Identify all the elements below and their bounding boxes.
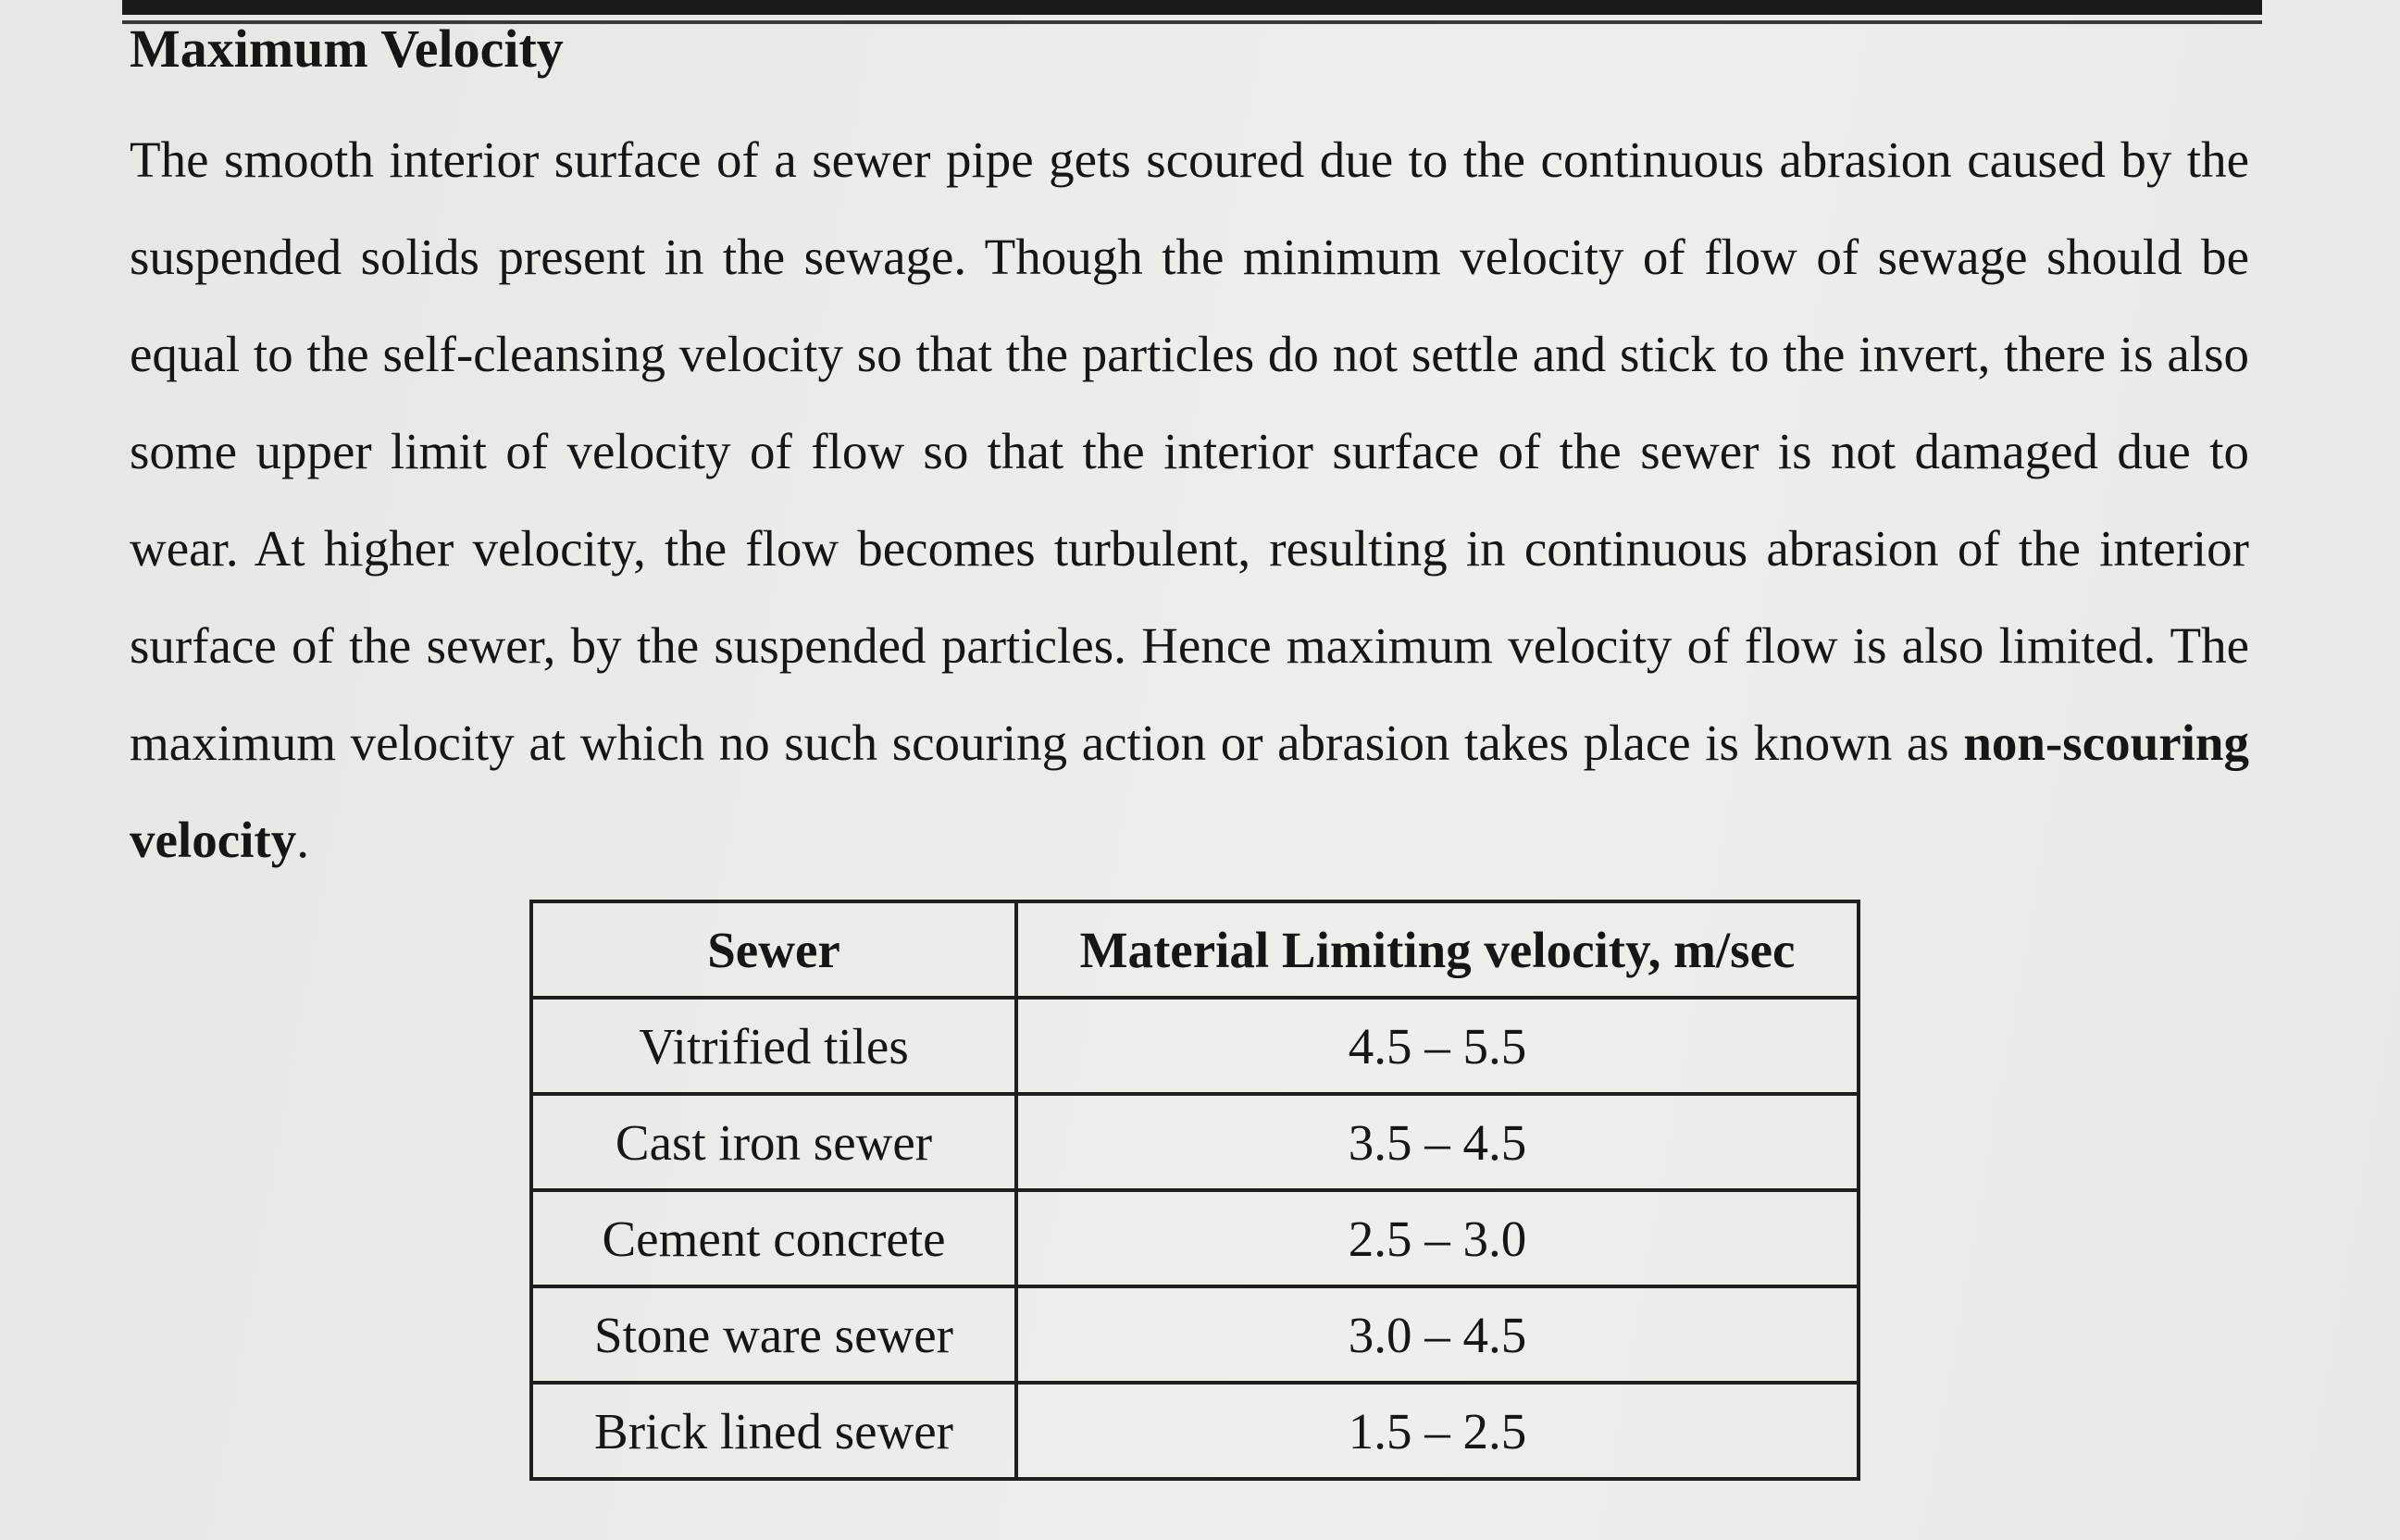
table-row <box>531 998 1859 1094</box>
cell-sewer: Cast iron sewer <box>531 1094 1016 1190</box>
table-row <box>531 1190 1859 1286</box>
cell-sewer: Stone ware sewer <box>531 1286 1016 1383</box>
table-row <box>531 1094 1859 1190</box>
cell-velocity: 4.5 – 5.5 <box>1016 998 1859 1094</box>
table-header-row <box>531 901 1859 998</box>
paragraph-text: The smooth interior surface of a sewer pipe gets scoured due to the continuous abrasion caused by the suspended solids present in the sewage. Though the minimum velocity of flow of sewage should be equal to the self-cleansing velocity so that the particles do not settle and stick to the invert, there is also some upper limit of velocity of flow so that the interior surface of the sewer is not damaged due to wear. At higher velocity, the flow becomes turbulent, resulting in continuous abrasion of the interior surface of the sewer, by the suspended particles. Hence maximum velocity of flow is also limited. The maximum velocity at which no such scouring action or abrasion takes place is known as <box>130 131 2249 771</box>
table-row <box>531 1383 1859 1479</box>
header-velocity: Material Limiting velocity, m/sec <box>1016 901 1859 998</box>
section-title: Maximum Velocity <box>130 19 564 79</box>
cell-sewer: Vitrified tiles <box>531 998 1016 1094</box>
paragraph-term: non-scouring velocity <box>130 714 2249 868</box>
header-sewer: Sewer <box>531 901 1016 998</box>
table-row <box>531 1286 1859 1383</box>
cell-sewer: Cement concrete <box>531 1190 1016 1286</box>
paragraph-end: . <box>296 812 309 868</box>
cell-velocity: 3.0 – 4.5 <box>1016 1286 1859 1383</box>
body-paragraph <box>130 111 2249 888</box>
cell-velocity: 2.5 – 3.0 <box>1016 1190 1859 1286</box>
top-rule <box>122 0 2262 15</box>
cell-velocity: 1.5 – 2.5 <box>1016 1383 1859 1479</box>
cell-velocity: 3.5 – 4.5 <box>1016 1094 1859 1190</box>
velocity-table <box>529 900 1860 1481</box>
cell-sewer: Brick lined sewer <box>531 1383 1016 1479</box>
